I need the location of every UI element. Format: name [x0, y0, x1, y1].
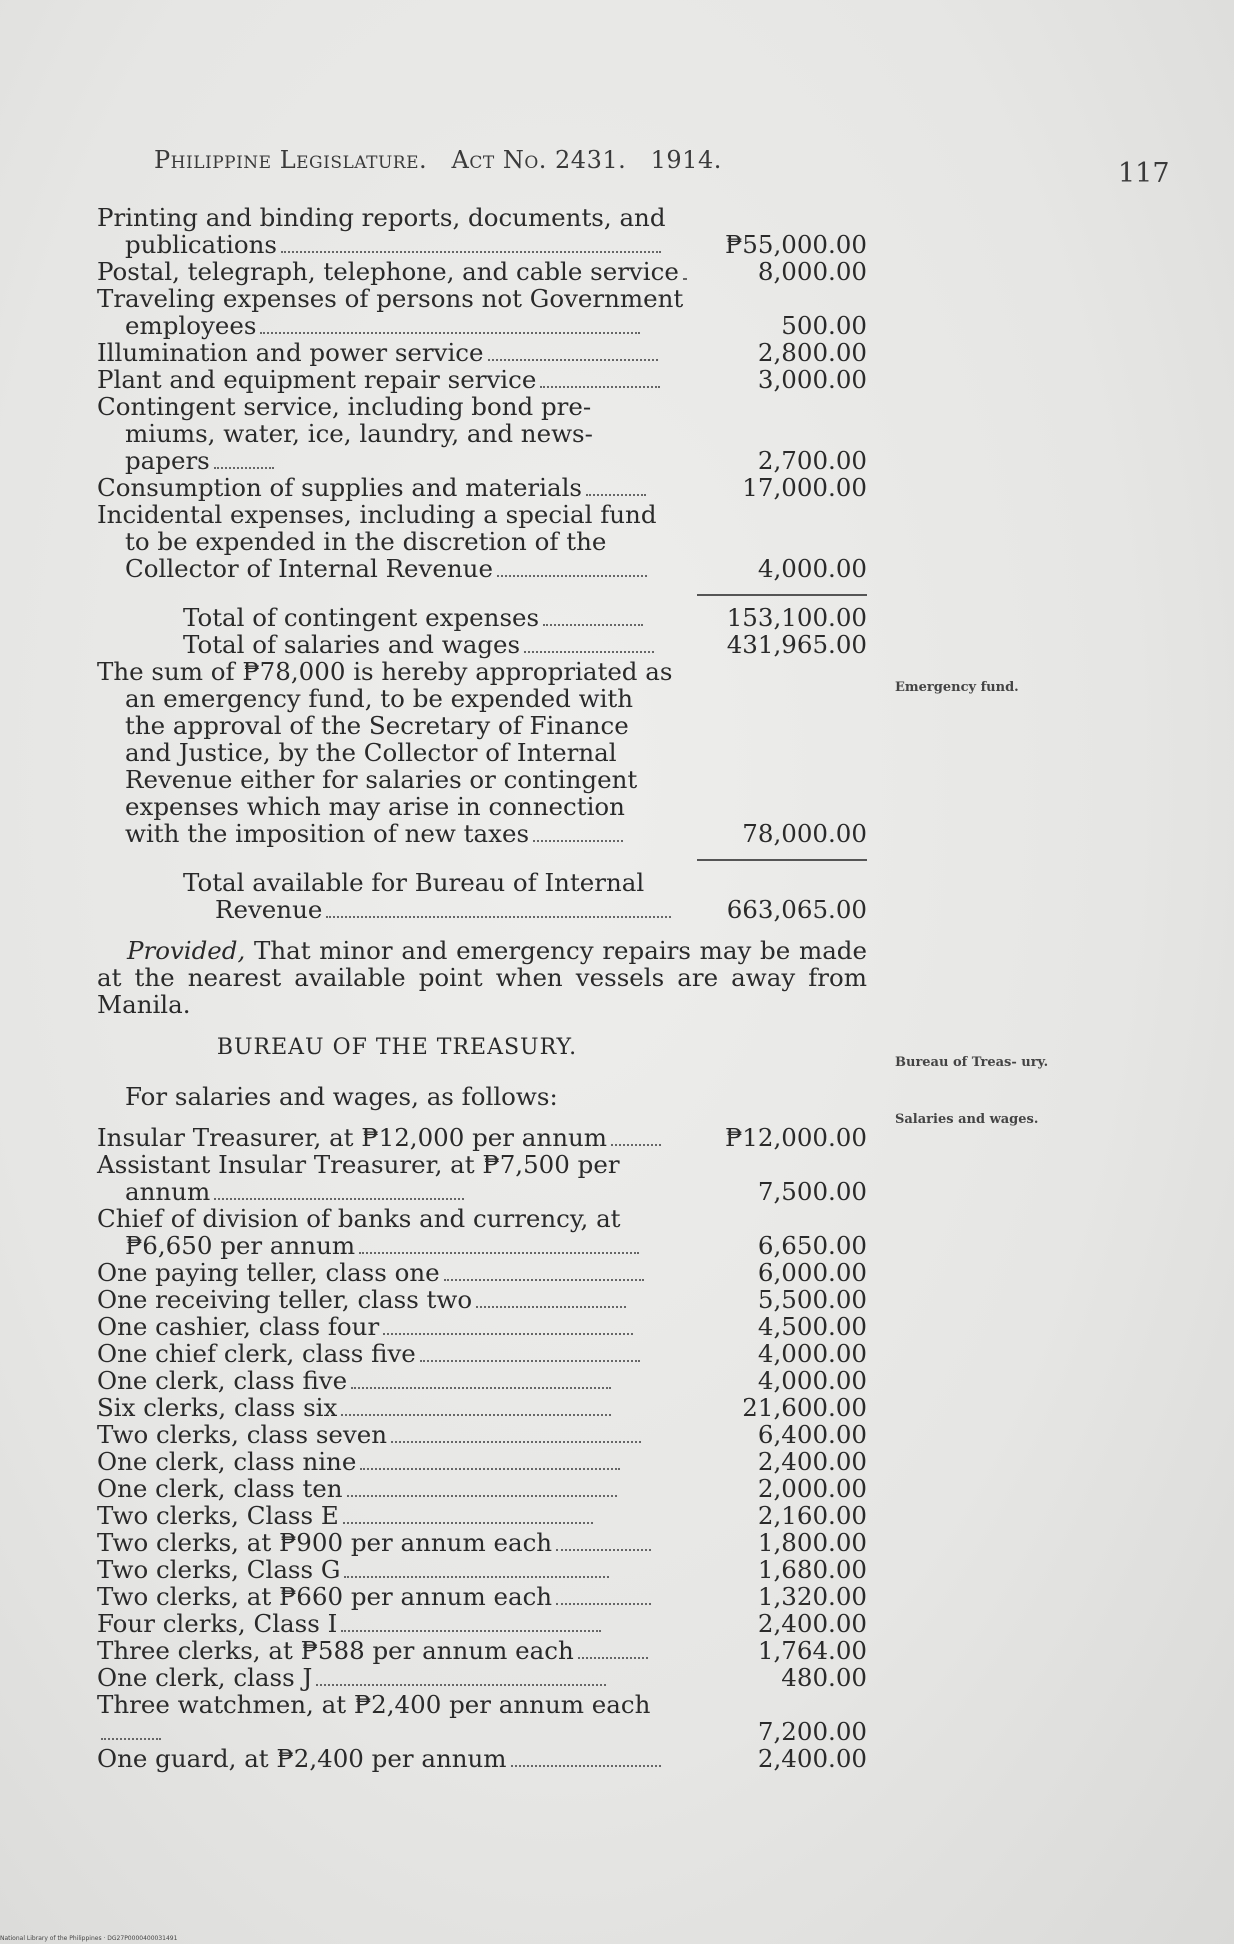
salary-item-amount: 1,764.00 [757, 1636, 867, 1665]
contingent-items-list [97, 204, 867, 582]
salary-item-amount: 5,500.00 [757, 1285, 867, 1314]
salary-item-amount: 2,400.00 [757, 1609, 867, 1638]
salary-item-row [97, 1475, 867, 1502]
emergency-line-6: expenses which may arise in connection [125, 792, 625, 821]
salary-item-row [97, 1529, 867, 1556]
salary-item-label: Two clerks, Class E [97, 1501, 339, 1530]
contingent-item-amount: 2,700.00 [757, 446, 867, 475]
contingent-item-amount: 2,800.00 [757, 338, 867, 367]
contingent-item-row [97, 285, 867, 339]
salary-item-label: Two clerks, at ₱900 per annum each [97, 1528, 553, 1557]
contingent-item-label: papers [125, 446, 210, 475]
emergency-line-2: an emergency fund, to be expended with [125, 684, 634, 713]
total-rule [697, 594, 867, 596]
header-year: 1914. [650, 146, 722, 174]
salary-item-amount: 480.00 [781, 1663, 867, 1692]
contingent-item-amount: 500.00 [781, 311, 867, 340]
salary-item-row [97, 1259, 867, 1286]
total-salaries-row [97, 631, 867, 658]
salary-item-label: Two clerks, at ₱660 per annum each [97, 1582, 553, 1611]
contingent-item-label: Postal, telegraph, telephone, and cable service [97, 257, 679, 286]
contingent-item-row [97, 393, 867, 474]
salary-item-label: annum [125, 1177, 211, 1206]
salary-item-amount: 1,680.00 [757, 1555, 867, 1584]
salary-item-amount: 4,000.00 [757, 1339, 867, 1368]
salary-item-row [97, 1610, 867, 1637]
contingent-item-row [97, 366, 867, 393]
contingent-item-label: Printing and binding reports, documents, and [97, 203, 666, 232]
salary-item-label: Three clerks, at ₱588 per annum each [97, 1636, 574, 1665]
salary-item-row [97, 1745, 867, 1772]
total-contingent-row [97, 604, 867, 631]
salary-item-label: Insular Treasurer, at ₱12,000 per annum [97, 1123, 607, 1152]
salary-item-label: One guard, at ₱2,400 per annum [97, 1744, 507, 1773]
salary-item-amount: 7,500.00 [757, 1177, 867, 1206]
salary-item-amount: 2,400.00 [757, 1447, 867, 1476]
contingent-item-row [97, 339, 867, 366]
salary-item-row [97, 1367, 867, 1394]
salary-item-label: One clerk, class nine [97, 1447, 357, 1476]
salary-items-list [97, 1124, 867, 1772]
proviso-italic: Provided, [127, 936, 246, 965]
salary-item-amount: 2,160.00 [757, 1501, 867, 1530]
salary-item-amount: 6,000.00 [757, 1258, 867, 1287]
contingent-item-row [97, 501, 867, 582]
salary-item-row [97, 1691, 867, 1745]
available-rule [697, 859, 867, 861]
salary-item-label: Four clerks, Class I [97, 1609, 338, 1638]
contingent-item-label: Plant and equipment repair service [97, 365, 537, 394]
salary-item-amount: 7,200.00 [757, 1717, 867, 1746]
contingent-item-amount: 3,000.00 [757, 365, 867, 394]
margin-note-emergency: Emergency fund. [895, 680, 1019, 695]
salary-item-row [97, 1286, 867, 1313]
salary-item-label: ₱6,650 per annum [125, 1231, 356, 1260]
salary-item-label: Chief of division of banks and currency, at [97, 1204, 621, 1233]
contingent-item-amount: 8,000.00 [757, 257, 867, 286]
page-number: 117 [1118, 158, 1170, 189]
contingent-item-label: Traveling expenses of persons not Government [97, 284, 684, 313]
header-act: Act No. 2431. [451, 146, 627, 174]
contingent-item-label: employees [125, 311, 257, 340]
total-contingent-amount: 153,100.00 [726, 603, 867, 632]
salary-item-row [97, 1664, 867, 1691]
salary-item-label: Two clerks, Class G [97, 1555, 341, 1584]
contingent-item-label: Contingent service, including bond pre- [97, 392, 592, 421]
salary-item-row [97, 1151, 867, 1205]
salary-item-row [97, 1421, 867, 1448]
margin-note-treasury: Bureau of Treas- ury. [895, 1055, 1049, 1070]
salary-item-label: One chief clerk, class five [97, 1339, 416, 1368]
salary-item-label: One clerk, class five [97, 1366, 348, 1395]
contingent-item-label: Collector of Internal Revenue [125, 554, 493, 583]
salary-item-row [97, 1394, 867, 1421]
salary-item-label: One clerk, class ten [97, 1474, 343, 1503]
salary-item-row [97, 1313, 867, 1340]
contingent-item-label: to be expended in the discretion of the [125, 527, 607, 556]
emergency-amount: 78,000.00 [742, 819, 867, 848]
contingent-item-row [97, 258, 867, 285]
salary-item-label: Three watchmen, at ₱2,400 per annum each [97, 1690, 651, 1719]
salary-item-amount: 21,600.00 [742, 1393, 867, 1422]
emergency-line-4: and Justice, by the Collector of Internal [125, 738, 617, 767]
salary-item-row [97, 1637, 867, 1664]
contingent-item-amount: ₱55,000.00 [725, 230, 867, 259]
contingent-item-amount: 4,000.00 [757, 554, 867, 583]
contingent-item-row [97, 474, 867, 501]
total-salaries-label: Total of salaries and wages [183, 630, 521, 659]
salary-item-row [97, 1583, 867, 1610]
salary-item-row [97, 1448, 867, 1475]
total-available-line-1: Total available for Bureau of Internal [183, 868, 645, 897]
salary-item-row [97, 1502, 867, 1529]
salary-item-label: Assistant Insular Treasurer, at ₱7,500 per [97, 1150, 620, 1179]
contingent-item-amount: 17,000.00 [742, 473, 867, 502]
total-available-line-2: Revenue [215, 895, 323, 924]
salary-item-label: Two clerks, class seven [97, 1420, 388, 1449]
salaries-intro: For salaries and wages, as follows: [125, 1082, 558, 1111]
salary-item-label: Six clerks, class six [97, 1393, 338, 1422]
total-contingent-label: Total of contingent expenses [183, 603, 540, 632]
salary-item-row [97, 1205, 867, 1259]
salary-item-amount: 1,320.00 [757, 1582, 867, 1611]
total-salaries-amount: 431,965.00 [726, 630, 867, 659]
emergency-line-5: Revenue either for salaries or contingent [125, 765, 638, 794]
salary-item-amount: 4,000.00 [757, 1366, 867, 1395]
salary-item-label: One cashier, class four [97, 1312, 380, 1341]
salary-item-amount: 2,000.00 [757, 1474, 867, 1503]
proviso-text: That minor and emergency repairs may be made at the nearest available point when vessels are away from Manila. [97, 936, 867, 1019]
total-available-amount: 663,065.00 [726, 895, 867, 924]
salary-item-label: One clerk, class J [97, 1663, 313, 1692]
contingent-item-label: publications [125, 230, 277, 259]
salary-item-label: One paying teller, class one [97, 1258, 440, 1287]
salary-item-amount: 2,400.00 [757, 1744, 867, 1773]
contingent-item-label: miums, water, ice, laundry, and news- [125, 419, 593, 448]
appropriation-column [97, 204, 867, 1772]
running-header [154, 146, 814, 174]
emergency-line-1: The sum of ₱78,000 is hereby appropriated as [97, 657, 673, 686]
contingent-item-label: Incidental expenses, including a special fund [97, 500, 657, 529]
salary-item-amount: 6,400.00 [757, 1420, 867, 1449]
total-available-row [97, 869, 867, 923]
footer-credit: National Library of the Philippines · DG27P0000400031491 [0, 1935, 178, 1942]
salary-item-amount: 6,650.00 [757, 1231, 867, 1260]
salary-item-row [97, 1124, 867, 1151]
salary-item-amount: 4,500.00 [757, 1312, 867, 1341]
emergency-line-3: the approval of the Secretary of Finance [125, 711, 629, 740]
contingent-item-row [97, 204, 867, 258]
treasury-heading: BUREAU OF THE TREASURY. [216, 1035, 578, 1060]
proviso-paragraph [97, 937, 867, 1018]
contingent-item-label: Consumption of supplies and materials [97, 473, 582, 502]
salary-item-row [97, 1340, 867, 1367]
header-title: Philippine Legislature. [154, 146, 428, 174]
salary-item-row [97, 1556, 867, 1583]
margin-note-salaries: Salaries and wages. [895, 1112, 1039, 1127]
emergency-line-7: with the imposition of new taxes [125, 819, 530, 848]
salary-item-amount: ₱12,000.00 [725, 1123, 867, 1152]
salary-item-label: One receiving teller, class two [97, 1285, 473, 1314]
salary-item-amount: 1,800.00 [757, 1528, 867, 1557]
contingent-item-label: Illumination and power service [97, 338, 484, 367]
emergency-fund-row [97, 658, 867, 847]
